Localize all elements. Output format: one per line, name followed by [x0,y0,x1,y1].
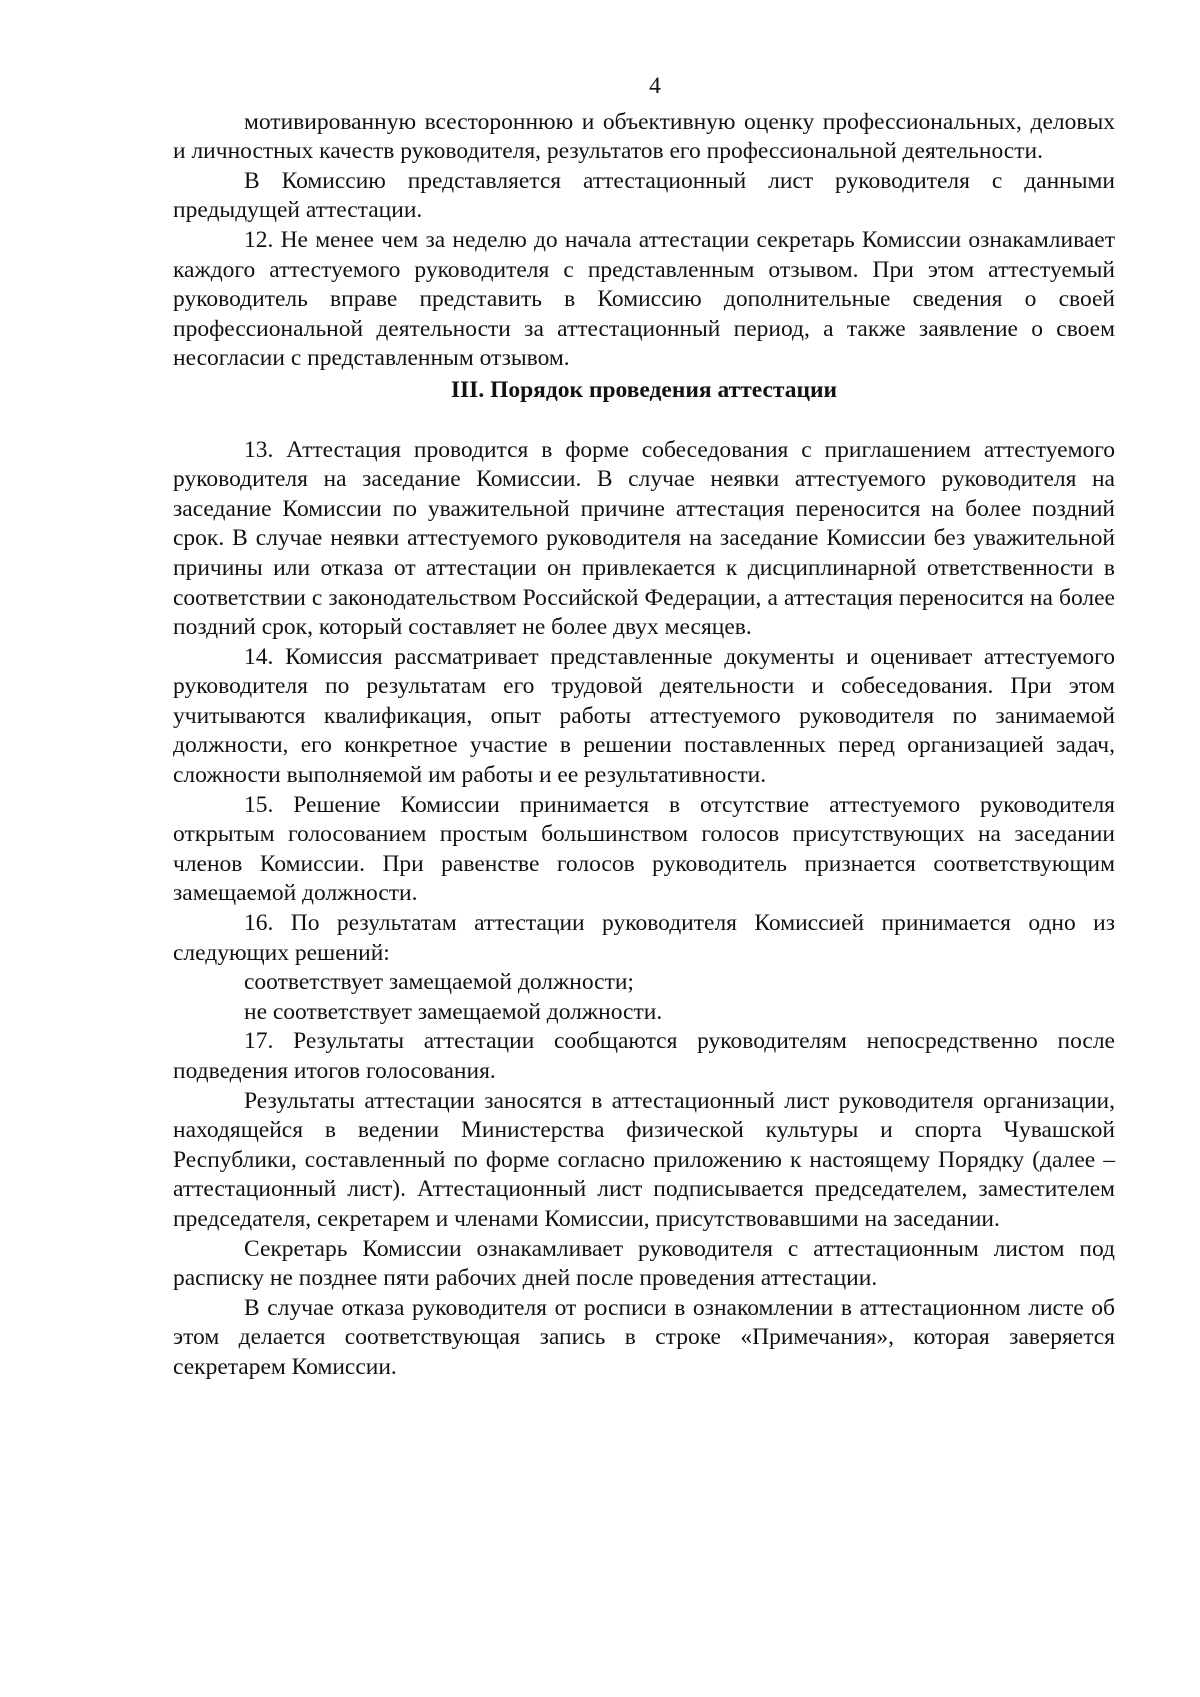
paragraph-secretary-familiarizes: Секретарь Комиссии ознакамливает руководителя с аттестационным листом под расписку не позднее пяти рабочих дней после проведения аттестации. [173,1235,1115,1292]
paragraph-evaluation-continuation: мотивированную всестороннюю и объективную оценку профессиональных, деловых и личностных качеств руководителя, результатов его профессиональной деятельности. [173,108,1115,165]
section-heading: III. Порядок проведения аттестации [450,376,838,403]
decision-option-compliant: соответствует замещаемой должности; [244,969,634,996]
paragraph-refusal-note: В случае отказа руководителя от росписи в ознакомлении в аттестационном листе об этом делается соответствующая запись в строке «Примечания», которая заверяется секретарем Комиссии. [173,1294,1115,1380]
page-number: 4 [649,73,661,99]
paragraph-item-17: 17. Результаты аттестации сообщаются руководителям непосредственно после подведения итогов голосования. [173,1028,1115,1084]
paragraph-item-12: 12. Не менее чем за неделю до начала аттестации секретарь Комиссии ознакамливает каждого аттестуемого руководителя с представленным отзывом. При этом аттестуемый руководитель вправе представить в Комиссию дополнительные сведения о своей профессиональной деятельности за аттестационный период, а также заявление о своем несогласии с представленным отзывом. [173,226,1115,372]
paragraph-item-15: 15. Решение Комиссии принимается в отсутствие аттестуемого руководителя открытым голосованием простым большинством голосов присутствующих на заседании членов Комиссии. При равенстве голосов руководитель признается соответствующим замещаемой должности. [173,791,1115,907]
paragraph-item-14: 14. Комиссия рассматривает представленные документы и оценивает аттестуемого руководителя по результатам его трудовой деятельности и собеседования. При этом учитываются квалификация, опыт работы аттестуемого руководителя по занимаемой должности, его конкретное участие в решении поставленных перед организацией задач, сложности выполняемой им работы и ее результативности. [173,643,1115,789]
paragraph-previous-attestation-sheet: В Комиссию представляется аттестационный лист руководителя с данными предыдущей аттестации. [173,167,1115,224]
decision-option-non-compliant: не соответствует замещаемой должности. [244,998,663,1025]
paragraph-results-recorded: Результаты аттестации заносятся в аттестационный лист руководителя организации, находящейся в ведении Министерства физической культуры и спорта Чувашской Республики, составленный по форме согласно приложению к настоящему Порядку (далее – аттестационный лист). Аттестационный лист подписывается председателем, заместителем председателя, секретарем и членами Комиссии, присутствовавшими на заседании. [173,1087,1115,1232]
paragraph-item-16: 16. По результатам аттестации руководителя Комиссией принимается одно из следующих решений: [173,910,1115,966]
paragraph-item-13: 13. Аттестация проводится в форме собеседования с приглашением аттестуемого руководителя на заседание Комиссии. В случае неявки аттестуемого руководителя на заседание Комиссии по уважительной причине аттестация переносится на более поздний срок. В случае неявки аттестуемого руководителя на заседание Комиссии без уважительной причины или отказа от аттестации он привлекается к дисциплинарной ответственности в соответствии с законодательством Российской Федерации, а аттестация переносится на более поздний срок, который составляет не более двух месяцев. [173,436,1115,641]
